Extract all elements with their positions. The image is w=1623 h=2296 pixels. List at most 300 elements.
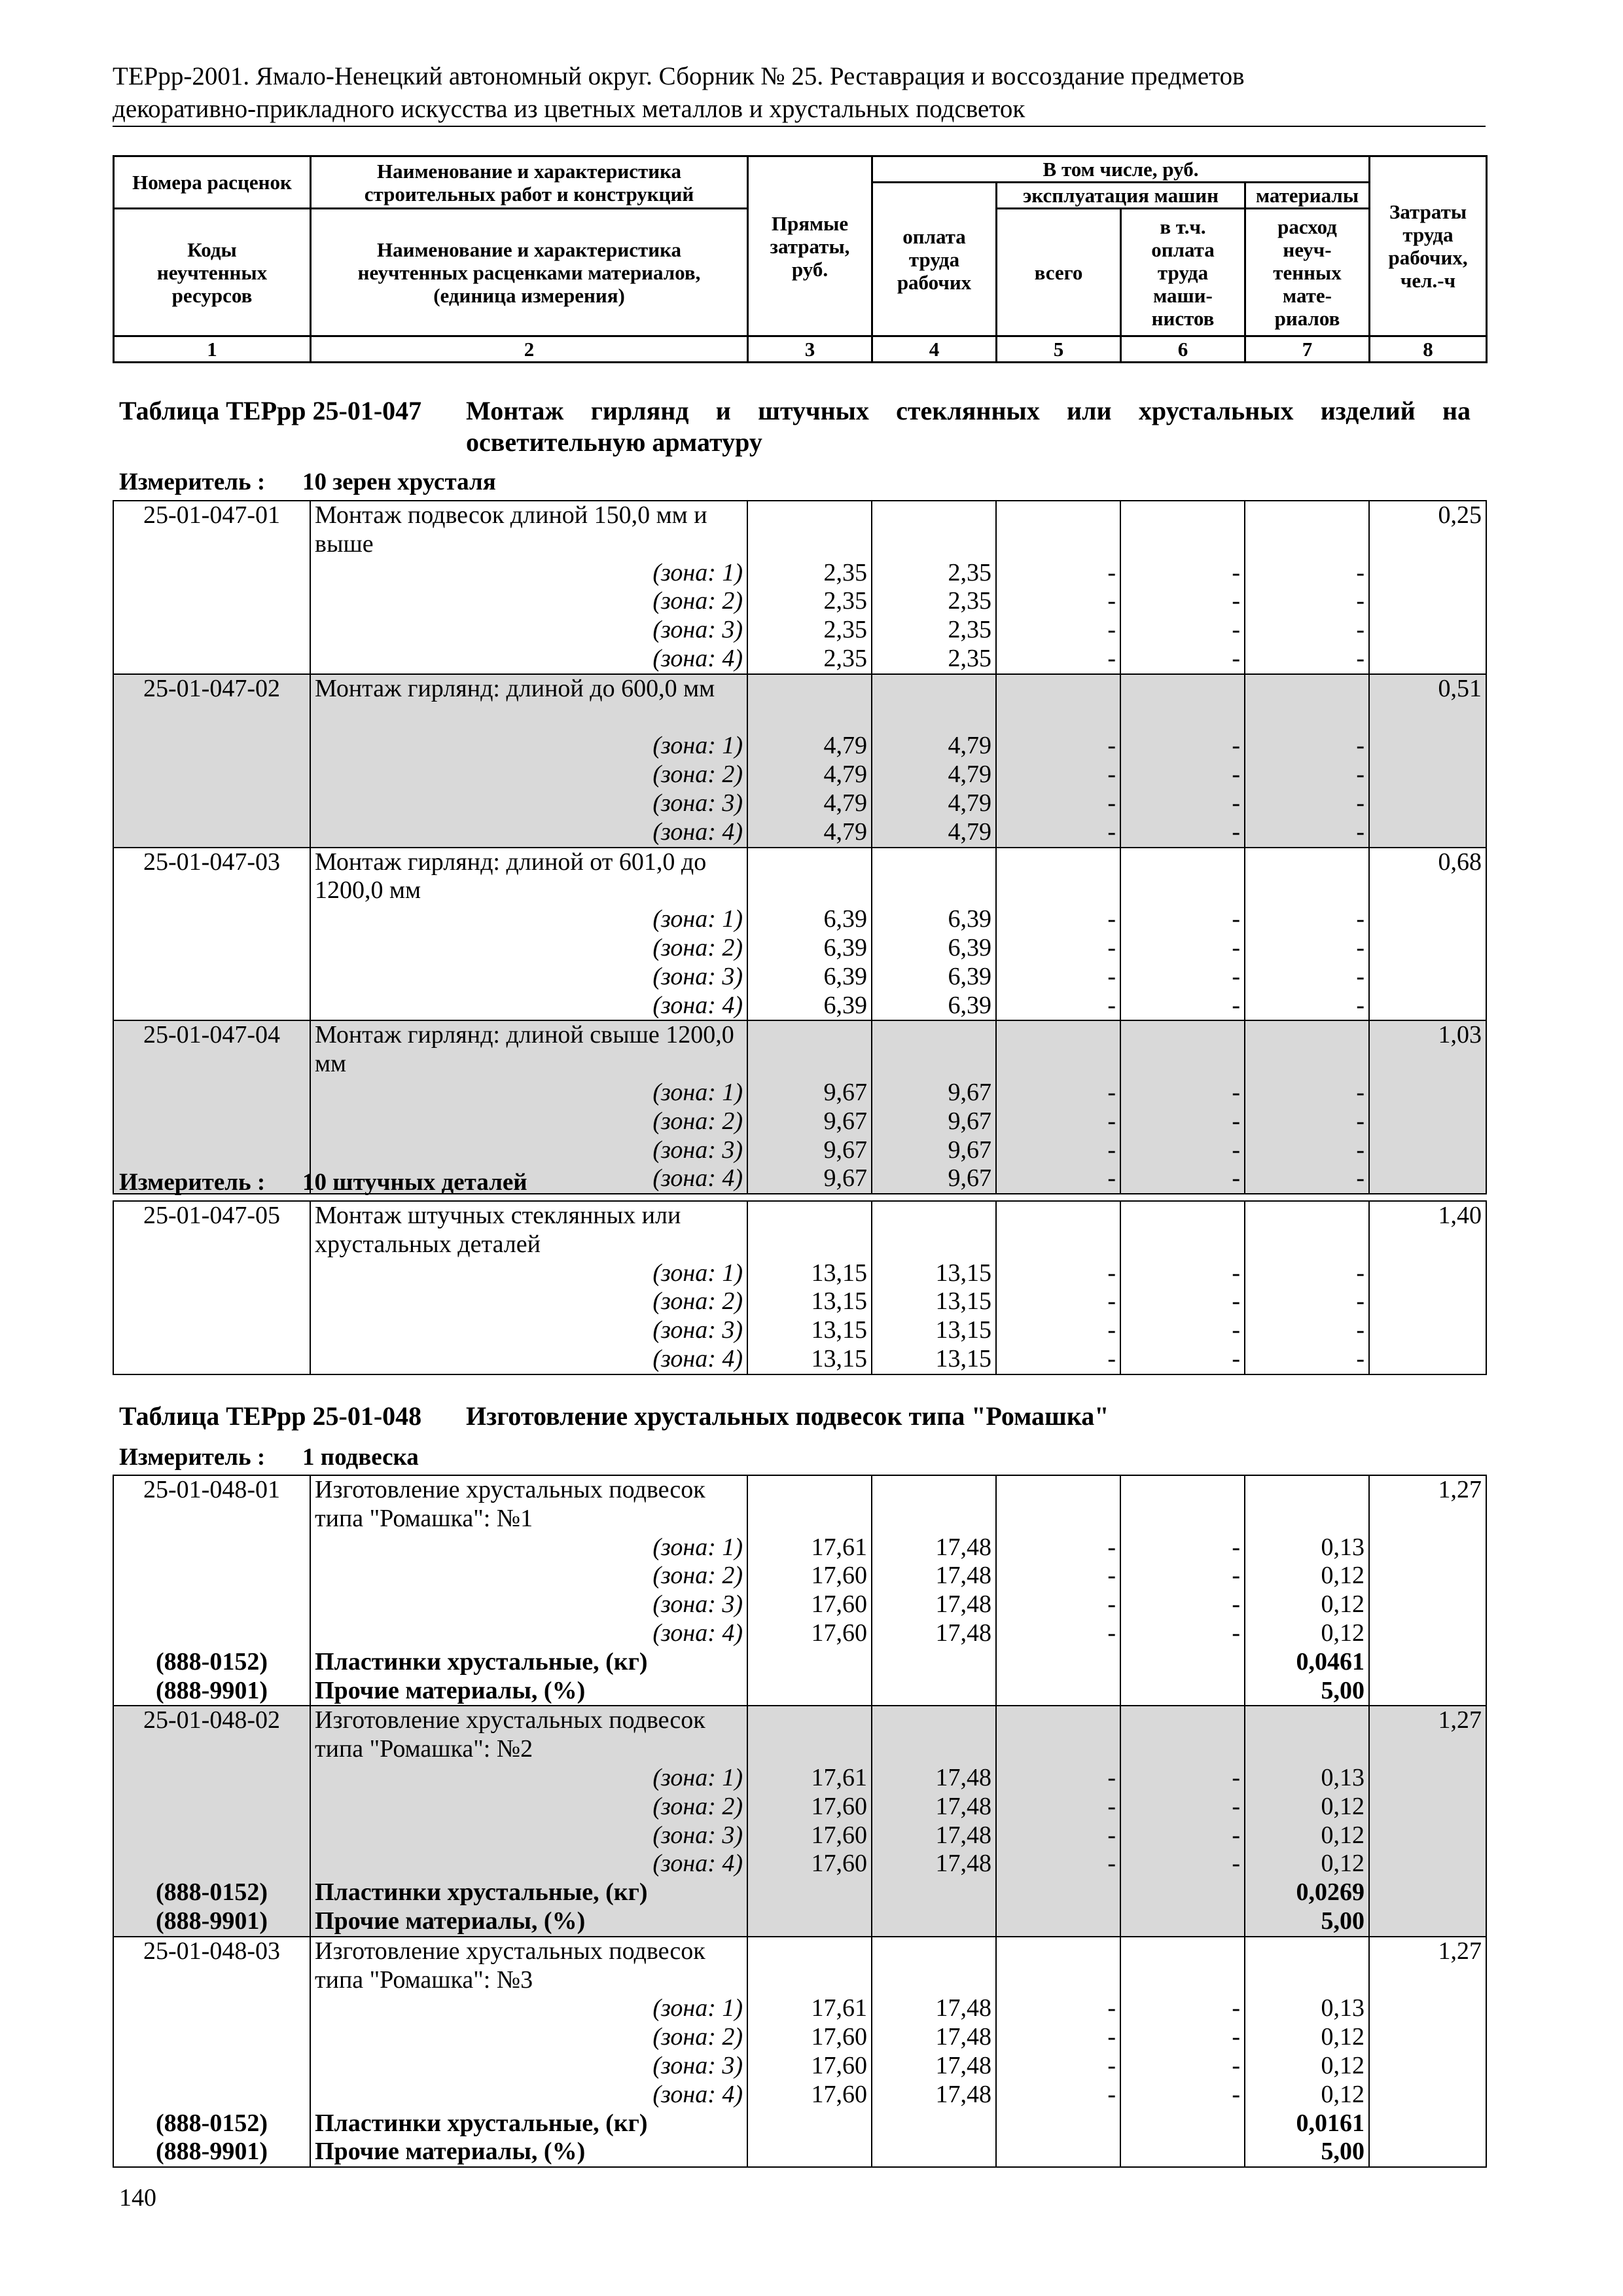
labor-cost: 1,27 [1369, 1475, 1486, 1706]
direct-cost: 2,35 [747, 645, 872, 674]
machines-total: - [996, 992, 1120, 1021]
direct-cost: 9,67 [747, 1079, 872, 1107]
colhead-work-name-b: строительных работ и конструкций [364, 182, 694, 206]
machinist-pay: - [1120, 934, 1245, 963]
rate-name: Монтаж гирлянд: длиной свыше 1200,0 мм [310, 1020, 747, 1079]
table-row [113, 2023, 1486, 2052]
colhead-mat-a: Наименование и характеристика [376, 238, 682, 261]
colhead-material-name [311, 209, 748, 336]
zone-label: (зона: 1) [310, 1259, 747, 1288]
worker-pay: 17,48 [872, 1562, 996, 1590]
colhead-worker-pay [872, 183, 997, 336]
rate-name: Изготовление хрустальных подвесок типа "Ромашка": №1 [310, 1475, 747, 1534]
colhead-mp-c: труда [1157, 260, 1209, 284]
empty-cell [747, 1706, 872, 1735]
material-use: - [1245, 934, 1369, 963]
empty-cell [113, 1821, 310, 1850]
worker-pay: 17,48 [872, 2081, 996, 2109]
machinist-pay: - [1120, 1316, 1245, 1345]
empty-cell [1120, 1050, 1245, 1079]
rate-code: 25-01-047-01 [113, 501, 310, 530]
empty-cell [113, 761, 310, 789]
table-row [113, 674, 1486, 704]
table-row [113, 1201, 1486, 1230]
empty-cell [872, 1937, 996, 1966]
material-use: 0,12 [1245, 1590, 1369, 1619]
machinist-pay: - [1120, 963, 1245, 992]
empty-cell [996, 1735, 1120, 1764]
resource-name: Пластинки хрустальные, (кг) [310, 2109, 747, 2138]
zone-label: (зона: 2) [310, 587, 747, 616]
empty-cell [1120, 848, 1245, 877]
empty-cell [113, 789, 310, 818]
empty-cell [1120, 2138, 1245, 2167]
worker-pay: 4,79 [872, 789, 996, 818]
direct-cost: 17,60 [747, 1590, 872, 1619]
resource-value: 5,00 [1245, 1907, 1369, 1937]
machines-total: - [996, 1259, 1120, 1288]
empty-cell [1120, 876, 1245, 905]
empty-cell [1120, 1878, 1245, 1907]
empty-cell [113, 1850, 310, 1878]
zone-label: (зона: 1) [310, 1534, 747, 1562]
colhead-machines-total: всего [997, 209, 1121, 336]
table-2-rates [113, 1475, 1487, 2168]
machinist-pay: - [1120, 2052, 1245, 2081]
empty-cell [747, 2109, 872, 2138]
worker-pay: 2,35 [872, 645, 996, 674]
material-use: - [1245, 1164, 1369, 1194]
labor-cost: 0,25 [1369, 501, 1486, 674]
worker-pay: 17,48 [872, 1994, 996, 2023]
machinist-pay: - [1120, 587, 1245, 616]
table-1-measure-1 [119, 469, 496, 496]
empty-cell [747, 1907, 872, 1937]
header-rule [113, 126, 1486, 127]
empty-cell [1120, 674, 1245, 704]
machines-total: - [996, 1534, 1120, 1562]
empty-cell [1245, 1475, 1369, 1505]
empty-cell [113, 1619, 310, 1648]
machines-total: - [996, 1316, 1120, 1345]
empty-cell [747, 848, 872, 877]
labor-cost: 1,03 [1369, 1020, 1486, 1194]
material-use: 0,12 [1245, 1793, 1369, 1821]
machines-total: - [996, 1764, 1120, 1793]
empty-cell [113, 1966, 310, 1995]
empty-cell [872, 1966, 996, 1995]
empty-cell [747, 1020, 872, 1050]
machines-total: - [996, 1164, 1120, 1194]
table-row [113, 1020, 1486, 1050]
table-row [113, 789, 1486, 818]
material-use: 0,12 [1245, 1619, 1369, 1648]
resource-code: (888-9901) [113, 1677, 310, 1706]
worker-pay: 4,79 [872, 732, 996, 761]
table-row [113, 2081, 1486, 2109]
table-row [113, 1878, 1486, 1907]
empty-cell [1245, 1735, 1369, 1764]
direct-cost: 2,35 [747, 616, 872, 645]
machinist-pay: - [1120, 1850, 1245, 1878]
colhead-codes-b: неучтенных [156, 260, 268, 284]
machinist-pay: - [1120, 818, 1245, 848]
empty-cell [1245, 501, 1369, 530]
direct-cost: 9,67 [747, 1136, 872, 1165]
empty-cell [113, 1107, 310, 1136]
worker-pay: 17,48 [872, 2052, 996, 2081]
table-1-rates-a [113, 500, 1487, 1194]
empty-cell [747, 530, 872, 559]
colhead-labor-d: чел.-ч [1400, 269, 1456, 292]
table-row [113, 1907, 1486, 1937]
empty-cell [996, 1937, 1120, 1966]
machines-total: - [996, 934, 1120, 963]
empty-cell [996, 1475, 1120, 1505]
machines-total: - [996, 1107, 1120, 1136]
table-row [113, 1821, 1486, 1850]
resource-value: 0,0161 [1245, 2109, 1369, 2138]
worker-pay: 4,79 [872, 818, 996, 848]
colhead-mu-a: расход [1277, 215, 1337, 238]
colnum-2: 2 [311, 336, 748, 363]
material-use: - [1245, 1316, 1369, 1345]
machines-total: - [996, 559, 1120, 588]
resource-name: Прочие материалы, (%) [310, 1907, 747, 1937]
empty-cell [747, 1648, 872, 1677]
empty-cell [747, 876, 872, 905]
direct-cost: 17,60 [747, 2052, 872, 2081]
zone-label: (зона: 2) [310, 1562, 747, 1590]
zone-label: (зона: 3) [310, 616, 747, 645]
empty-cell [872, 501, 996, 530]
material-use: - [1245, 963, 1369, 992]
empty-cell [996, 1878, 1120, 1907]
empty-cell [1245, 1050, 1369, 1079]
direct-cost: 17,61 [747, 1764, 872, 1793]
worker-pay: 2,35 [872, 559, 996, 588]
labor-cost: 1,40 [1369, 1201, 1486, 1374]
machines-total: - [996, 732, 1120, 761]
zone-label: (зона: 1) [310, 732, 747, 761]
resource-value: 0,0269 [1245, 1878, 1369, 1907]
running-header [113, 60, 1487, 126]
empty-cell [872, 1735, 996, 1764]
resource-name: Пластинки хрустальные, (кг) [310, 1648, 747, 1677]
colhead-materials: материалы [1245, 183, 1370, 209]
table-1-title [119, 395, 1471, 458]
empty-cell [872, 530, 996, 559]
empty-cell [1120, 1937, 1245, 1966]
empty-cell [1120, 1201, 1245, 1230]
rate-name: Изготовление хрустальных подвесок типа "Ромашка": №2 [310, 1706, 747, 1764]
table-row [113, 963, 1486, 992]
table-row [113, 732, 1486, 761]
worker-pay: 6,39 [872, 905, 996, 934]
table-row [113, 501, 1486, 530]
worker-pay: 6,39 [872, 934, 996, 963]
table-row [113, 761, 1486, 789]
direct-cost: 6,39 [747, 934, 872, 963]
table-2-name: Изготовление хрустальных подвесок типа "Ромашка" [466, 1401, 1109, 1431]
table-row [113, 818, 1486, 848]
colhead-direct-c: руб. [791, 257, 829, 281]
resource-code: (888-9901) [113, 2138, 310, 2167]
table-row [113, 1764, 1486, 1793]
worker-pay: 13,15 [872, 1345, 996, 1374]
machines-total: - [996, 818, 1120, 848]
zone-label: (зона: 2) [310, 761, 747, 789]
worker-pay: 17,48 [872, 1619, 996, 1648]
material-use: 0,13 [1245, 1534, 1369, 1562]
empty-cell [113, 1534, 310, 1562]
machinist-pay: - [1120, 1136, 1245, 1165]
worker-pay: 2,35 [872, 616, 996, 645]
machines-total: - [996, 1793, 1120, 1821]
material-use: - [1245, 732, 1369, 761]
zone-label: (зона: 3) [310, 1821, 747, 1850]
material-use: - [1245, 789, 1369, 818]
rate-code: 25-01-048-02 [113, 1706, 310, 1735]
worker-pay: 9,67 [872, 1107, 996, 1136]
empty-cell [996, 674, 1120, 704]
empty-cell [996, 1966, 1120, 1995]
table-row [113, 1316, 1486, 1345]
zone-label: (зона: 2) [310, 2023, 747, 2052]
resource-value: 5,00 [1245, 1677, 1369, 1706]
machines-total: - [996, 1287, 1120, 1316]
colnum-1: 1 [114, 336, 311, 363]
rate-code: 25-01-047-02 [113, 674, 310, 704]
material-use: 0,13 [1245, 1994, 1369, 2023]
empty-cell [747, 1937, 872, 1966]
zone-label: (зона: 3) [310, 2052, 747, 2081]
labor-cost: 1,27 [1369, 1706, 1486, 1936]
empty-cell [996, 501, 1120, 530]
rate-name: Монтаж гирлянд: длиной от 601,0 до 1200,0 мм [310, 848, 747, 906]
colhead-mu-d: мате- [1283, 283, 1332, 307]
machines-total: - [996, 1821, 1120, 1850]
machinist-pay: - [1120, 1562, 1245, 1590]
empty-cell [747, 1677, 872, 1706]
empty-cell [113, 1136, 310, 1165]
machines-total: - [996, 1994, 1120, 2023]
empty-cell [872, 848, 996, 877]
empty-cell [872, 1050, 996, 1079]
empty-cell [747, 674, 872, 704]
empty-cell [872, 2109, 996, 2138]
empty-cell [996, 530, 1120, 559]
empty-cell [113, 1050, 310, 1079]
empty-cell [996, 1907, 1120, 1937]
colhead-pay-b: труда [908, 247, 960, 271]
colhead-mp-a: в т.ч. [1160, 215, 1206, 238]
machinist-pay: - [1120, 1994, 1245, 2023]
colhead-pay-c: рабочих [897, 270, 972, 294]
empty-cell [1120, 501, 1245, 530]
machinist-pay: - [1120, 732, 1245, 761]
empty-cell [1120, 1706, 1245, 1735]
table-row [113, 1648, 1486, 1677]
material-use: 0,12 [1245, 2081, 1369, 2109]
resource-code: (888-0152) [113, 1878, 310, 1907]
table-row [113, 1619, 1486, 1648]
direct-cost: 17,60 [747, 2023, 872, 2052]
empty-cell [113, 1259, 310, 1288]
zone-label: (зона: 1) [310, 1994, 747, 2023]
worker-pay: 13,15 [872, 1287, 996, 1316]
colhead-mp-d: маши- [1153, 283, 1213, 307]
zone-label: (зона: 2) [310, 1793, 747, 1821]
material-use: - [1245, 1136, 1369, 1165]
empty-cell [872, 1230, 996, 1259]
resource-value: 0,0461 [1245, 1648, 1369, 1677]
material-use: - [1245, 587, 1369, 616]
empty-cell [747, 1735, 872, 1764]
material-use: - [1245, 1345, 1369, 1374]
empty-cell [113, 2052, 310, 2081]
direct-cost: 17,60 [747, 1619, 872, 1648]
colnum-8: 8 [1370, 336, 1487, 363]
machinist-pay: - [1120, 1164, 1245, 1194]
empty-cell [113, 1345, 310, 1374]
empty-cell [113, 818, 310, 848]
colhead-including: В том числе, руб. [872, 156, 1370, 183]
zone-label: (зона: 3) [310, 789, 747, 818]
empty-cell [113, 1562, 310, 1590]
table-row [113, 905, 1486, 934]
direct-cost: 13,15 [747, 1316, 872, 1345]
resource-name: Прочие материалы, (%) [310, 1677, 747, 1706]
machinist-pay: - [1120, 1079, 1245, 1107]
empty-cell [1120, 1230, 1245, 1259]
rate-name: Изготовление хрустальных подвесок типа "Ромашка": №3 [310, 1937, 747, 1995]
empty-cell [872, 1020, 996, 1050]
resource-value: 5,00 [1245, 2138, 1369, 2167]
empty-cell [1120, 1475, 1245, 1505]
machines-total: - [996, 1136, 1120, 1165]
material-use: - [1245, 905, 1369, 934]
zone-label: (зона: 2) [310, 1107, 747, 1136]
table-row [113, 2052, 1486, 2081]
empty-cell [1120, 1907, 1245, 1937]
empty-cell [113, 1316, 310, 1345]
table-row [113, 645, 1486, 674]
machinist-pay: - [1120, 789, 1245, 818]
empty-cell [1120, 1677, 1245, 1706]
colhead-direct-a: Прямые [771, 211, 849, 235]
table-row [113, 1259, 1486, 1288]
labor-cost: 0,51 [1369, 674, 1486, 848]
empty-cell [996, 876, 1120, 905]
empty-cell [872, 1878, 996, 1907]
zone-label: (зона: 3) [310, 1136, 747, 1165]
empty-cell [1120, 2109, 1245, 2138]
empty-cell [113, 963, 310, 992]
measure-label: Измеритель : [119, 1444, 266, 1471]
machinist-pay: - [1120, 1107, 1245, 1136]
machines-total: - [996, 2081, 1120, 2109]
colhead-labor-b: труда [1402, 223, 1454, 246]
table-row [113, 1534, 1486, 1562]
rate-code: 25-01-047-04 [113, 1020, 310, 1050]
table-row [113, 1850, 1486, 1878]
rate-name: Монтаж штучных стеклянных или хрустальных деталей [310, 1201, 747, 1259]
table-2-number: Таблица ТЕРрр 25-01-048 [119, 1401, 422, 1431]
machines-total: - [996, 1079, 1120, 1107]
measure-value: 10 зерен хрусталя [302, 469, 496, 495]
material-use: 0,12 [1245, 1850, 1369, 1878]
worker-pay: 4,79 [872, 761, 996, 789]
colnum-6: 6 [1121, 336, 1245, 363]
material-use: 0,13 [1245, 1764, 1369, 1793]
material-use: - [1245, 1079, 1369, 1107]
direct-cost: 17,60 [747, 2081, 872, 2109]
empty-cell [872, 674, 996, 704]
labor-cost: 1,27 [1369, 1937, 1486, 2167]
colhead-material-use [1245, 209, 1370, 336]
empty-cell [1245, 1706, 1369, 1735]
empty-cell [747, 501, 872, 530]
worker-pay: 17,48 [872, 1850, 996, 1878]
machinist-pay: - [1120, 559, 1245, 588]
table-row [113, 1994, 1486, 2023]
table-2-measure [119, 1444, 419, 1471]
empty-cell [1245, 848, 1369, 877]
direct-cost: 9,67 [747, 1107, 872, 1136]
empty-cell [113, 1505, 310, 1534]
direct-cost: 17,61 [747, 1534, 872, 1562]
table-row [113, 1136, 1486, 1165]
empty-cell [113, 1079, 310, 1107]
machinist-pay: - [1120, 1764, 1245, 1793]
table-row [113, 587, 1486, 616]
direct-cost: 13,15 [747, 1287, 872, 1316]
machinist-pay: - [1120, 992, 1245, 1021]
table-row [113, 559, 1486, 588]
colhead-work-name-a: Наименование и характеристика [376, 159, 682, 183]
empty-cell [113, 2023, 310, 2052]
empty-cell [1120, 704, 1245, 732]
empty-cell [747, 704, 872, 732]
colhead-mp-b: оплата [1151, 238, 1215, 261]
direct-cost: 13,15 [747, 1345, 872, 1374]
resource-name: Пластинки хрустальные, (кг) [310, 1878, 747, 1907]
empty-cell [113, 704, 310, 732]
empty-cell [996, 1050, 1120, 1079]
empty-cell [113, 992, 310, 1021]
empty-cell [113, 1287, 310, 1316]
direct-cost: 6,39 [747, 963, 872, 992]
empty-cell [113, 1230, 310, 1259]
table-1-name: Монтаж гирлянд и штучных стеклянных или хрустальных изделий на осветительную арматуру [466, 396, 1471, 457]
empty-cell [996, 2138, 1120, 2167]
direct-cost: 4,79 [747, 761, 872, 789]
worker-pay: 13,15 [872, 1316, 996, 1345]
zone-label: (зона: 4) [310, 1850, 747, 1878]
machinist-pay: - [1120, 905, 1245, 934]
running-header-line2: декоративно-прикладного искусства из цветных металлов и хрустальных подсветок [113, 95, 1026, 123]
empty-cell [996, 1505, 1120, 1534]
empty-cell [1120, 1505, 1245, 1534]
rate-name: Монтаж подвесок длиной 150,0 мм и выше [310, 501, 747, 559]
material-use: 0,12 [1245, 1821, 1369, 1850]
empty-cell [747, 1201, 872, 1230]
empty-cell [1245, 1937, 1369, 1966]
empty-cell [1120, 530, 1245, 559]
rate-code: 25-01-048-01 [113, 1475, 310, 1505]
machines-total: - [996, 1562, 1120, 1590]
